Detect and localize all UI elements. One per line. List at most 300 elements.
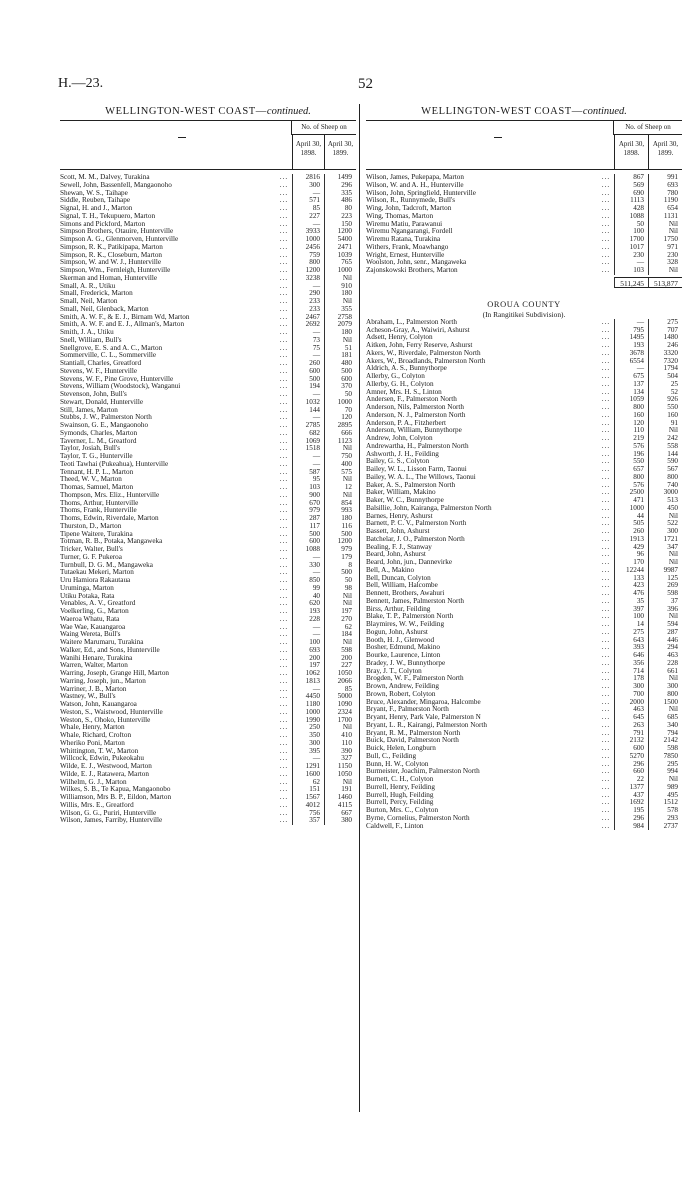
sheep-1898: 657 [614, 466, 648, 474]
sheep-1898: 50 [614, 221, 648, 229]
leader-dots: ... [601, 635, 611, 644]
sheep-1899: 594 [648, 621, 682, 629]
owner-name: Simpson A. G., Glenmorven, Hunterville [60, 236, 179, 243]
leader-dots: ... [601, 348, 611, 357]
sheep-1898: 2785 [292, 422, 324, 430]
sheep-1899: 500 [324, 569, 356, 577]
table-row [366, 252, 682, 260]
leader-dots: ... [601, 782, 611, 791]
owner-name: Simons and Pickford, Marton [60, 220, 146, 228]
leader-dots: ... [279, 793, 289, 801]
owner-name: Scott, M. M., Dalvey, Turakina [60, 174, 150, 181]
owner-name: Wing, Thomas, Marton [366, 212, 434, 220]
sheep-1898: 714 [614, 668, 648, 676]
leader-dots: ... [279, 669, 289, 677]
sheep-1899: Nil [324, 600, 356, 608]
sheep-1898: 100 [292, 639, 324, 647]
sheep-1899: 51 [324, 345, 356, 353]
table-row [366, 358, 682, 366]
sheep-1899: 295 [648, 761, 682, 769]
leader-dots: ... [279, 568, 289, 577]
sheep-1898: 4012 [292, 802, 324, 810]
sheep-1898: 3238 [292, 275, 324, 283]
owner-name: Wanihi Henare, Turakina [60, 654, 133, 662]
sheep-1899: Nil [648, 559, 682, 567]
sheep-1898: 1692 [614, 799, 648, 807]
sheep-1898: 75 [292, 345, 324, 353]
sheep-1898: — [292, 283, 324, 291]
leader-dots: ... [601, 713, 611, 721]
owner-name: Waitere Marumaru, Turakina [60, 639, 144, 646]
leader-dots: ... [601, 219, 611, 228]
leader-dots: ... [601, 465, 611, 473]
leader-dots: ... [601, 449, 611, 458]
sheep-1898: 984 [614, 823, 648, 831]
sheep-1899: 991 [648, 174, 682, 182]
owner-name: Aitken, John, Ferry Reserve, Ashurst [366, 342, 473, 349]
owner-name: Taverner, L. M., Greatford [60, 437, 137, 445]
sheep-1899: 500 [324, 531, 356, 539]
sheep-1898: 700 [614, 691, 648, 699]
table-row [60, 817, 356, 825]
sheep-1898: 1813 [292, 678, 324, 686]
sheep-1898: 1000 [614, 505, 648, 513]
sheep-1899: Nil [324, 724, 356, 732]
sheep-1898: 690 [614, 190, 648, 198]
sheep-1899: 12 [324, 484, 356, 492]
sheep-1899: Nil [324, 476, 356, 484]
sheep-1899: 750 [324, 453, 356, 461]
sheep-1898: 200 [292, 655, 324, 663]
leader-dots: ... [601, 790, 611, 799]
sheep-1898: 357 [292, 817, 324, 825]
owner-name: Small, Frederick, Marton [60, 290, 133, 298]
sheep-1899: 181 [324, 352, 356, 360]
owner-name: Akers, W., Broadlands, Palmerston North [366, 357, 486, 365]
owner-name: Wilson, G. G., Puriri, Hunterville [60, 809, 157, 817]
sheep-1898: 96 [614, 551, 648, 559]
sheep-1899: 575 [324, 469, 356, 477]
leader-dots: ... [279, 467, 289, 476]
owner-name: Skerman and Homan, Hunterville [60, 274, 158, 282]
sheep-1899: Nil [648, 613, 682, 621]
sheep-1898: 670 [292, 500, 324, 508]
leader-dots: ... [601, 196, 611, 205]
leader-dots: ... [601, 418, 611, 427]
sheep-1899: 1050 [324, 670, 356, 678]
sheep-1899: 228 [648, 660, 682, 668]
leader-dots: ... [601, 720, 611, 729]
owner-name: Simpson, R. K., Patikipapa, Marton [60, 243, 163, 251]
leader-dots: ... [601, 689, 611, 698]
sheep-1898: 1059 [614, 396, 648, 404]
owner-name: Signal, T. H., Tekupuero, Marton [60, 212, 156, 220]
sheep-1899: 179 [324, 554, 356, 562]
leader-dots: ... [279, 777, 289, 786]
sheep-1899: Nil [324, 445, 356, 453]
owner-name: Venables, A. V., Greatford [60, 600, 136, 608]
owner-name: Wilkes, S. B., Te Kapua, Mangaonobo [60, 786, 171, 794]
sheep-1898: 646 [614, 652, 648, 660]
sheep-1898: 1567 [292, 794, 324, 802]
owner-name: Taylor, T. G., Hunterville [60, 453, 133, 460]
leader-dots: ... [279, 785, 289, 794]
leader-dots: ... [601, 744, 611, 752]
leader-dots: ... [279, 661, 289, 670]
sheep-1898: — [292, 414, 324, 422]
sheep-1898: 600 [292, 538, 324, 546]
sheep-1898: 6554 [614, 358, 648, 366]
left-column-title: WELLINGTON-WEST COAST—continued. [105, 106, 311, 117]
column-divider [359, 104, 360, 1112]
owner-name: Thurston, D., Marton [60, 522, 122, 530]
sheep-1899: 380 [324, 817, 356, 825]
sheep-1898: 14 [614, 621, 648, 629]
sheep-1898: — [292, 554, 324, 562]
owner-name: Warring, Joseph, Grange Hill, Marton [60, 670, 170, 677]
owner-name: Birss, Arthur, Feilding [366, 605, 431, 613]
leader-dots: ... [601, 519, 611, 528]
sheep-1899: 144 [648, 451, 682, 459]
sheep-1898: 463 [614, 706, 648, 714]
sheep-1898: 900 [292, 492, 324, 500]
sheep-1898: 979 [292, 507, 324, 515]
sheep-1899: 1200 [324, 538, 356, 546]
sheep-1899: 480 [324, 360, 356, 368]
leader-dots: ... [279, 808, 289, 817]
leader-dots: ... [601, 211, 611, 220]
owner-name: Anderson, N. J., Palmerston North [366, 411, 466, 419]
leader-dots: ... [601, 798, 611, 807]
table-row [60, 546, 356, 554]
sheep-1899: 1512 [648, 799, 682, 807]
owner-name: Small, A. R., Utiku [60, 282, 116, 290]
leader-dots: ... [601, 457, 611, 466]
leader-dots: ... [601, 325, 611, 334]
owner-name: Wilson, W. and A. H., Hunterville [366, 181, 464, 189]
header-dash [178, 137, 186, 138]
sheep-1899: 1190 [648, 197, 682, 205]
leader-dots: ... [279, 250, 289, 259]
sheep-1898: 1088 [292, 546, 324, 554]
sheep-1898: 423 [614, 582, 648, 590]
leader-dots: ... [279, 405, 289, 414]
table-row [60, 321, 356, 329]
owner-name: Bryant, L. R., Kairangi, Palmerston North [366, 721, 487, 729]
sheep-1898: 144 [292, 407, 324, 415]
leader-dots: ... [601, 511, 611, 520]
owner-name: Booth, H. J., Glenwood [366, 636, 435, 644]
leader-dots: ... [601, 395, 611, 404]
sheep-1899: 293 [648, 815, 682, 823]
owner-name: Allerby, G., Colyton [366, 373, 425, 380]
leader-dots: ... [279, 754, 289, 763]
leader-dots: ... [601, 258, 611, 267]
sheep-1899: Nil [648, 551, 682, 559]
sheep-1899: 685 [648, 714, 682, 722]
sheep-1899: 486 [324, 197, 356, 205]
owner-name: Brown, Andrew, Feilding [366, 683, 440, 690]
leader-dots: ... [279, 498, 289, 507]
sheep-1899: 340 [648, 722, 682, 730]
sheep-1899: 1131 [648, 213, 682, 221]
sheep-1899: 740 [648, 482, 682, 490]
owner-name: Abraham, L., Palmerston North [366, 318, 458, 326]
sheep-1899: 275 [648, 319, 682, 327]
sheep-1898: 1113 [614, 197, 648, 205]
sheep-1898: 500 [292, 376, 324, 384]
sheep-1898: 296 [614, 815, 648, 823]
leader-dots: ... [601, 806, 611, 814]
owner-name: Barnes, Henry, Ashurst [366, 512, 433, 520]
leader-dots: ... [279, 304, 289, 313]
owner-name: Thoms, Frank, Hunterville [60, 507, 137, 515]
owner-name: Tennant, H. P. L., Marton [60, 468, 134, 476]
sheep-1898: 300 [614, 683, 648, 691]
owner-name: Blaymires, W. W., Feilding [366, 621, 445, 628]
owner-name: Smith, A. W. F., & E. J., Birnam Wd, Marton [60, 313, 190, 321]
sheep-1899: 116 [324, 523, 356, 531]
table-row [366, 267, 682, 275]
leader-dots: ... [279, 738, 289, 747]
leader-dots: ... [601, 441, 611, 450]
sheep-1899: 1480 [648, 334, 682, 342]
sheep-1898: 2692 [292, 321, 324, 329]
sheep-1898: 1000 [292, 236, 324, 244]
owner-name: Smith, A. W. F. and E. J., Allman's, Marton [60, 321, 185, 329]
sheep-1898: 1600 [292, 771, 324, 779]
sheep-1899: 1200 [324, 228, 356, 236]
sheep-1898: 397 [614, 606, 648, 614]
leader-dots: ... [279, 397, 289, 406]
owner-name: Beard, John, Ashurst [366, 551, 426, 559]
sheep-1899: 993 [324, 507, 356, 515]
leader-dots: ... [279, 816, 289, 825]
sheep-1898: — [292, 352, 324, 360]
sheep-1899: 450 [648, 505, 682, 513]
leader-dots: ... [601, 558, 611, 566]
left-table-body [60, 174, 356, 825]
leader-dots: ... [601, 627, 611, 636]
sheep-1898: 429 [614, 544, 648, 552]
sheep-1898: — [292, 686, 324, 694]
sheep-1899: 2079 [324, 321, 356, 329]
sheep-1899: Nil [324, 337, 356, 345]
sheep-1898: 428 [614, 205, 648, 213]
sheep-1899: 495 [648, 792, 682, 800]
sheep-1899: Nil [648, 228, 682, 236]
sheep-1899: Nil [324, 275, 356, 283]
sheep-1898: 1000 [292, 709, 324, 717]
sheep-1898: 395 [292, 748, 324, 756]
total-1899: 513,877 [648, 277, 682, 288]
sheep-1898: 800 [614, 474, 648, 482]
sheep-1899: 1750 [648, 236, 682, 244]
leader-dots: ... [279, 359, 289, 367]
owner-name: Ashworth, J. H., Feilding [366, 450, 439, 458]
sheep-1899: 654 [648, 205, 682, 213]
sheep-1899: 994 [648, 768, 682, 776]
sheep-1898: 287 [292, 515, 324, 523]
owner-name: Walker, Ed., and Sons, Hunterville [60, 646, 160, 654]
sheep-1899: 1000 [324, 399, 356, 407]
owner-name: Tutaekau Mekeri, Marton [60, 569, 134, 577]
owner-name: Shewan, W. S., Taihape [60, 189, 128, 197]
sheep-1899: 223 [324, 213, 356, 221]
sheep-1899: 120 [324, 414, 356, 422]
owner-name: Bassett, John, Ashurst [366, 528, 430, 535]
sheep-1899: 294 [648, 644, 682, 652]
sheep-1899: 598 [648, 590, 682, 598]
owner-name: Baker, William, Makino [366, 489, 436, 497]
sheep-1898: 1990 [292, 717, 324, 725]
sheep-1899: 327 [324, 755, 356, 763]
sheep-1898: 195 [614, 807, 648, 815]
sheep-1899: 600 [324, 376, 356, 384]
leader-dots: ... [279, 800, 289, 809]
owner-name: Willis, Mrs. E., Greatford [60, 801, 134, 809]
owner-name: Andersen, F., Palmerston North [366, 396, 457, 404]
table-row [60, 383, 356, 391]
sheep-1899: 287 [648, 629, 682, 637]
owner-name: Simpson, R. K., Closeburn, Marton [60, 251, 163, 259]
owner-name: Small, Neil, Glenback, Marton [60, 305, 149, 313]
table-row [60, 469, 356, 477]
sheep-1899: 989 [648, 784, 682, 792]
leader-dots: ... [601, 173, 611, 181]
leader-dots: ... [279, 235, 289, 243]
right-column [366, 104, 682, 830]
sheep-1898: 233 [292, 298, 324, 306]
sheep-1899: 1500 [648, 699, 682, 707]
owner-name: Withers, Frank, Moawhango [366, 243, 449, 251]
leader-dots: ... [279, 204, 289, 212]
owner-name: Bradey, J. W., Bunnythorpe [366, 659, 446, 667]
sheep-1898: 350 [292, 732, 324, 740]
leader-dots: ... [279, 211, 289, 220]
owner-name: Balsillie, John, Kairanga, Palmerston North [366, 504, 492, 512]
leader-dots: ... [601, 387, 611, 396]
sheep-1898: 230 [614, 252, 648, 260]
leader-dots: ... [601, 488, 611, 497]
sheep-1899: Nil [324, 492, 356, 500]
sheep-1899: 230 [648, 252, 682, 260]
leader-dots: ... [601, 813, 611, 822]
owner-name: Amner, Mrs. H. S., Linton [366, 388, 442, 396]
leader-dots: ... [279, 444, 289, 453]
sheep-1899: 180 [324, 329, 356, 337]
owner-name: Stantiall, Charles, Greatford [60, 360, 142, 367]
sheep-1898: — [292, 453, 324, 461]
sheep-1899: 800 [648, 474, 682, 482]
leader-dots: ... [601, 651, 611, 659]
owner-name: Wheriko Poni, Marton [60, 739, 125, 747]
sheep-1898: 100 [614, 613, 648, 621]
owner-name: Waeroa Whatu, Rata [60, 615, 120, 623]
owner-name: Burmeister, Joachim, Palmerston North [366, 768, 480, 776]
leader-dots: ... [601, 550, 611, 559]
sheep-1899: Nil [648, 776, 682, 784]
sheep-1899: 504 [648, 373, 682, 381]
sheep-1899: Nil [648, 267, 682, 275]
sheep-1898: 110 [614, 427, 648, 435]
owner-name: Andrewartha, H., Palmerston North [366, 442, 469, 450]
sheep-count-header: No. of Sheep on [291, 121, 356, 135]
sheep-1899: 3320 [648, 350, 682, 358]
sheep-1899: 184 [324, 631, 356, 639]
owner-name: Simpson Brothers, Otauire, Hunterville [60, 228, 174, 236]
sheep-1898: 1518 [292, 445, 324, 453]
leader-dots: ... [601, 775, 611, 783]
sheep-1898: — [292, 221, 324, 229]
owner-name: Sommerville, C. L., Sommerville [60, 352, 157, 360]
sheep-1899: 355 [324, 306, 356, 314]
table-row [60, 182, 356, 190]
owner-name: Watson, John, Kauangaroa [60, 701, 137, 708]
sheep-1899: 3000 [648, 489, 682, 497]
sheep-1898: 1017 [614, 244, 648, 252]
owner-name: Bryant, R. M., Palmerston North [366, 729, 461, 737]
leader-dots: ... [601, 666, 611, 675]
leader-dots: ... [601, 728, 611, 737]
sheep-1899: 666 [324, 430, 356, 438]
leader-dots: ... [601, 503, 611, 512]
sheep-1899: 979 [324, 546, 356, 554]
owner-name: Anderson, William, Bunnythorpe [366, 427, 462, 435]
leader-dots: ... [279, 700, 289, 708]
table-row [60, 445, 356, 453]
sheep-1898: 682 [292, 430, 324, 438]
leader-dots: ... [279, 421, 289, 429]
sheep-1899: 1794 [648, 365, 682, 373]
owner-name: Bull, C., Feilding [366, 752, 417, 760]
owner-name: Stubbs, J. W., Palmerston North [60, 414, 152, 422]
sheep-1899: 558 [648, 443, 682, 451]
sheep-1898: — [614, 259, 648, 267]
owner-name: Wilson, James, Farriby, Hunterville [60, 817, 163, 825]
sheep-1899: 661 [648, 668, 682, 676]
leader-dots: ... [279, 521, 289, 530]
sheep-1899: 150 [324, 221, 356, 229]
sheep-1899: 242 [648, 435, 682, 443]
sheep-1898: 675 [614, 373, 648, 381]
sheep-1899: 567 [648, 466, 682, 474]
sheep-1898: — [292, 391, 324, 399]
sheep-1899: 335 [324, 190, 356, 198]
owner-name: Bruce, Alexander, Mingaroa, Halcombe [366, 698, 481, 706]
owner-name: Wing, John, Tadcroft, Marton [366, 205, 452, 212]
leader-dots: ... [601, 565, 611, 574]
leader-dots: ... [279, 552, 289, 561]
sheep-1899: Nil [648, 221, 682, 229]
leader-dots: ... [601, 682, 611, 690]
sheep-1898: 260 [614, 528, 648, 536]
sheep-1899: 780 [648, 190, 682, 198]
page-header [58, 76, 660, 98]
sheep-1898: 800 [614, 404, 648, 412]
leader-dots: ... [601, 573, 611, 582]
sheep-1899: 197 [324, 608, 356, 616]
leader-dots: ... [279, 180, 289, 189]
sheep-1899: 910 [324, 283, 356, 291]
owner-name: Stevens, W. F., Hunterville [60, 367, 138, 375]
owner-name: Wilhelm, G. J., Marton [60, 778, 127, 786]
leader-dots: ... [279, 328, 289, 336]
table-row [60, 562, 356, 570]
sheep-1899: 1000 [324, 267, 356, 275]
sheep-1898: 73 [292, 337, 324, 345]
sheep-1899: 160 [648, 412, 682, 420]
